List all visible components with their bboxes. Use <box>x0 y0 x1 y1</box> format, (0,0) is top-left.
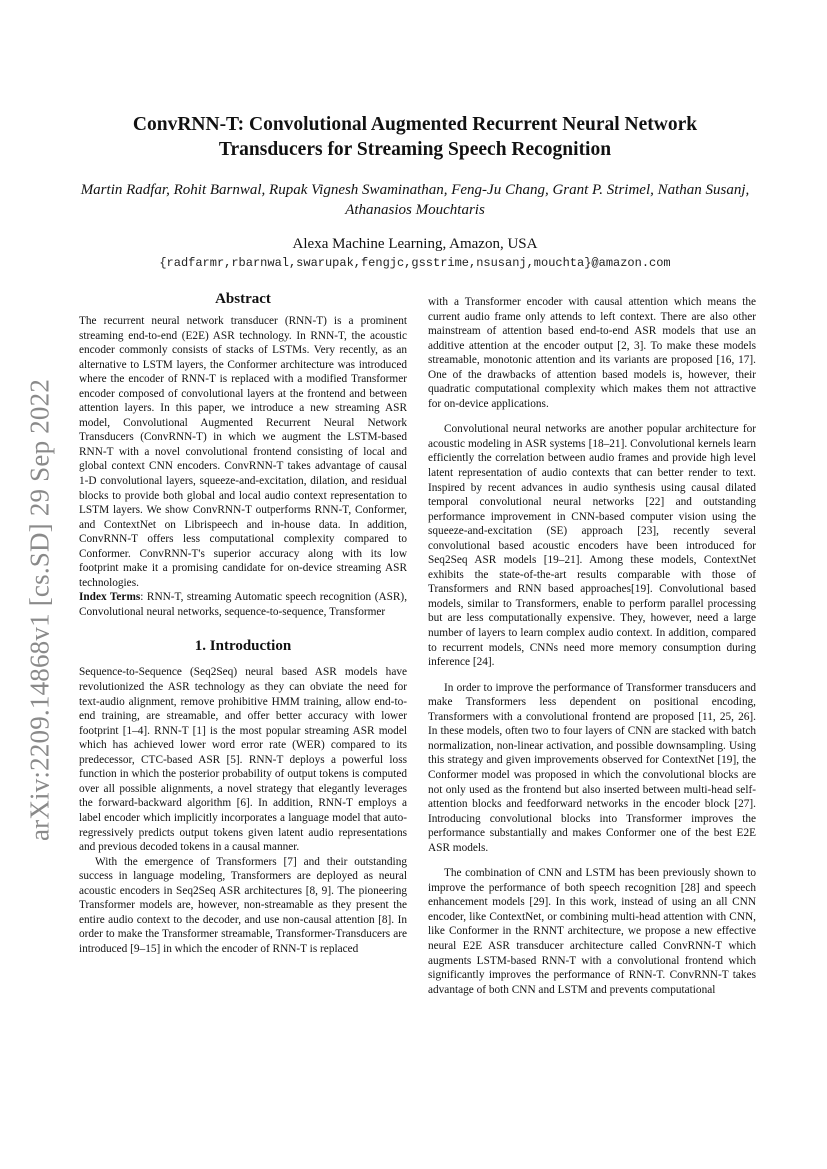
abstract-heading: Abstract <box>215 291 271 307</box>
body-paragraph: with a Transformer encoder with causal attention which means the current audio frame only attends to left context. There are also other mainstream of attention based end-to-end ASR models that use an additive attention at the encoder output [2, 3]. To make these models streamable, monotonic attention and its variants are proposed [16, 17]. One of the drawbacks of attention based models is, however, their quadratic computational complexity which makes them not attractive for on-device applications. <box>428 296 756 410</box>
body-paragraph: The combination of CNN and LSTM has been previously shown to improve the performance of both speech recognition [28] and speech enhancement models [29]. In this work, instead of using an all CNN encoder, like ContextNet, or combining multi-head attention with CNN, like Conformer in the RNNT architecture, we propose a new effective neural E2E ASR transducer architecture called ConvRNN-T which augments LSTM-based RNN-T with a convolutional frontend which significantly improves the performance of RNN-T. ConvRNN-T takes advantage of both CNN and LSTM and prevents computational <box>428 867 756 996</box>
abstract-text: The recurrent neural network transducer (RNN-T) is a prominent streaming end-to-end (E2E) ASR technology. In RNN-T, the acoustic encoder commonly consists of stacks of LSTMs. Very recently, as an alternative to LSTM layers, the Conformer architecture was introduced where the encoder of RNN-T is replaced with a modified Transformer encoder composed of convolutional layers at the frontend and between attention layers. In this paper, we introduce a new streaming ASR model, Convolutional Augmented Recurrent Neural Network Transducers (ConvRNN-T) in which we augment the LSTM-based RNN-T with a novel convolutional frontend consisting of local and global context CNN encoders. ConvRNN-T takes advantage of causal 1-D convolutional layers, squeeze-and-excitation, dilation, and residual blocks to provide both global and local audio context representation to LSTM layers. We show ConvRNN-T outperforms RNN-T, Conformer, and ContextNet on Librispeech and in-house data. In addition, ConvRNN-T offers less computational complexity compared to Conformer. ConvRNN-T's superior accuracy along with its low footprint make it a promising candidate for on-device streaming ASR technologies. <box>79 315 407 589</box>
arxiv-identifier-stamp <box>18 360 62 860</box>
left-column <box>79 290 407 956</box>
body-paragraph: In order to improve the performance of Transformer transducers and make Transformers less dependent on positional encoding, Transformers with a convolutional frontend are proposed [11, 25, 26]. In these models, often two to four layers of CNN are stacked with batch normalization, non-linear activation, and possible downsampling. Using this strategy and given improvements observed for ContextNet [19], the Conformer model was proposed in which the convolutional blocks are not only used as the frontend but also inserted between multi-head self-attention blocks and feedforward networks in the encoder block [27]. Introducing convolutional blocks into Transformer improves the performance substantially and makes Conformer one of the best E2E ASR models. <box>428 681 756 854</box>
index-terms <box>79 590 407 619</box>
intro-paragraph: Sequence-to-Sequence (Seq2Seq) neural based ASR models have revolutionized the ASR technology as they can obviate the need for text-audio alignment, remove prohibitive HMM training, allow end-to-end training, are streamable, and offer better accuracy with lower footprint [1–4]. RNN-T [1] is the most popular streaming ASR model which has achieved lower word error rate (WER) compared to its predecessor, CTC-based ASR [5]. RNN-T deploys a powerful loss function in which the posterior probability of output tokens is computed over all possible alignments, a novel strategy that elegantly leverages the forward-backward algorithm [6]. In addition, RNN-T employs a label encoder which implicitly incorporates a language model that auto-regressively predicts output tokens given latent audio representations and previous decoded tokens in a causal manner. <box>79 666 407 854</box>
arxiv-identifier-text: arXiv:2209.14868v1 [cs.SD] 29 Sep 2022 <box>24 378 55 842</box>
intro-paragraph: With the emergence of Transformers [7] and their outstanding success in language modeling, Transformers are deployed as neural acoustic encoders in Seq2Seq ASR architectures [8, 9]. The pioneering Transformer models are, however, non-streamable as they present the entire audio context to the decoder, and use non-causal attention [8]. In order to make the Transformer streamable, Transformer-Transducers are introduced [9–15] in which the encoder of RNN-T is replaced <box>79 855 407 955</box>
right-column <box>428 295 756 997</box>
affiliation: Alexa Machine Learning, Amazon, USA <box>292 236 538 252</box>
author-emails: {radfarmr,rbarnwal,swarupak,fengjc,gsstrime,nsusanj,mouchta}@amazon.com <box>159 256 671 270</box>
paper-title: ConvRNN-T: Convolutional Augmented Recurrent Neural Network Transducers for Streaming Speech Recognition <box>132 114 698 160</box>
introduction-heading: 1. Introduction <box>194 638 292 655</box>
author-list: Martin Radfar, Rohit Barnwal, Rupak Vignesh Swaminathan, Feng-Ju Chang, Grant P. Strimel, Nathan Susanj, Athanasios Mouchtaris <box>80 182 750 218</box>
body-paragraph: Convolutional neural networks are another popular architecture for acoustic modeling in ASR systems [18–21]. Convolutional kernels learn efficiently the correlation between audio frames and provide high level latent representation of audio contexts that can better render to text. Inspired by recent advances in audio synthesis using causal dilated temporal convolutional neural networks [22] and outstanding performance improvement in CNN-based computer vision using the squeeze-and-excitation (SE) approach [23], recently several convolutional based acoustic encoders have been introduced for Seq2Seq ASR models [19–21]. Among these models, ContextNet exhibits the state-of-the-art results comparable with those of Transformers and RNN based approaches[19]. Convolutional based models, similar to Transformers, enable to perform parallel processing but are less computationally expensive. They, however, need a large number of layers to learn complex audio context. In addition, compared to recurrent models, CNNs need more memory consumption during inference [24]. <box>428 423 756 669</box>
paper-header <box>80 112 750 270</box>
index-terms-text: : RNN-T, streaming Automatic speech recognition (ASR), Convolutional neural networks, sequence-to-sequence, Transformer <box>79 591 408 618</box>
index-terms-label: Index Terms <box>79 591 141 604</box>
